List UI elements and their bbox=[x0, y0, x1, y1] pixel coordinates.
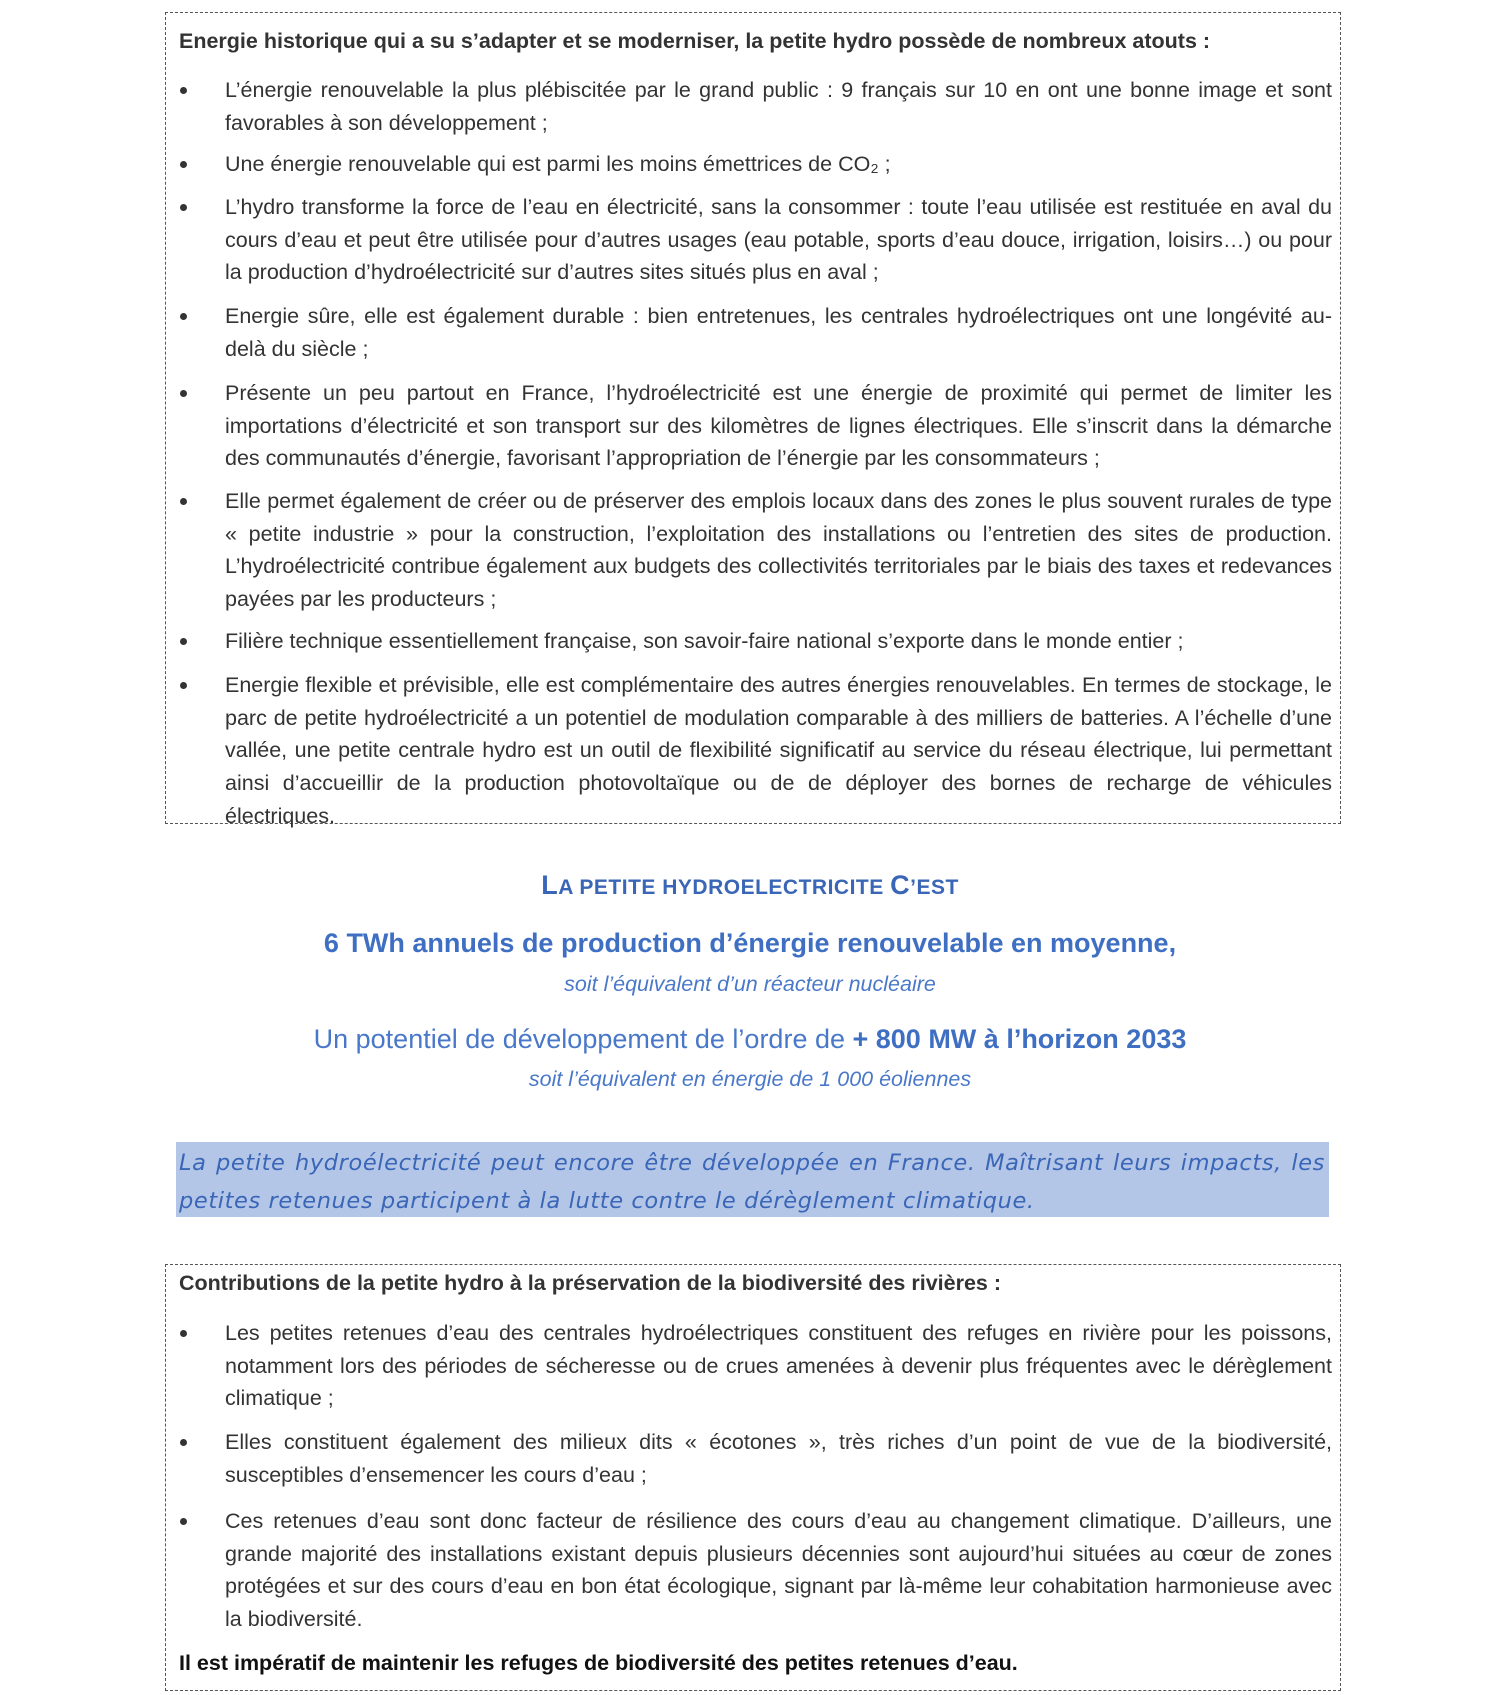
potential-equivalent: soit l’équivalent en énergie de 1 000 éoliennes bbox=[528, 1067, 972, 1091]
list-item: L’énergie renouvelable la plus plébiscitée par le grand public : 9 français sur 10 en ont une bonne image et sont favorables à son développement ; bbox=[225, 74, 1332, 139]
list-item: Présente un peu partout en France, l’hydroélectricité est une énergie de proximité qui permet de limiter les importations d’électricité et son transport sur des kilomètres de lignes électriques. Elle s’inscrit dans la démarche des communautés d’énergie, favorisant l’appropriation de l’énergie par les consommateurs ; bbox=[225, 377, 1332, 475]
atouts-box bbox=[165, 12, 1341, 828]
section-title: LA PETITE HYDROELECTRICITE C’EST bbox=[541, 870, 959, 900]
list-item: Les petites retenues d’eau des centrales hydroélectriques constituent des refuges en rivière pour les poissons, notamment lors des périodes de sécheresse ou de crues amenées à devenir plus fréquentes avec le dérèglement climatique ; bbox=[225, 1317, 1332, 1415]
list-item: Elles constituent également des milieux dits « écotones », très riches d’un point de vue de la biodiversité, susceptibles d’ensemencer les cours d’eau ; bbox=[225, 1426, 1332, 1491]
bullet-icon bbox=[180, 638, 187, 645]
atouts-heading: Energie historique qui a su s’adapter et se moderniser, la petite hydro possède de nombreux atouts : bbox=[179, 29, 1211, 53]
list-item: Filière technique essentiellement française, son savoir-faire national s’exporte dans le monde entier ; bbox=[225, 625, 1332, 658]
list-item: Elle permet également de créer ou de préserver des emplois locaux dans des zones le plus souvent rurales de type « petite industrie » pour la construction, l’exploitation des installations ou l’entretien des sites de production. L’hydroélectricité contribue également aux budgets des collectivités territoriales par le biais des taxes et redevances payées par les producteurs ; bbox=[225, 485, 1332, 616]
bullet-icon bbox=[180, 1330, 187, 1337]
biodiversite-heading: Contributions de la petite hydro à la préservation de la biodiversité des rivières : bbox=[179, 1271, 1002, 1295]
bullet-icon bbox=[180, 313, 187, 320]
biodiversite-box bbox=[165, 1264, 1341, 1691]
list-item: Une énergie renouvelable qui est parmi les moins émettrices de CO₂ ; bbox=[225, 148, 1332, 181]
bullet-icon bbox=[180, 204, 187, 211]
bullet-icon bbox=[180, 390, 187, 397]
production-figure: 6 TWh annuels de production d’énergie renouvelable en moyenne, bbox=[323, 928, 1177, 958]
production-equivalent: soit l’équivalent d’un réacteur nucléaire bbox=[564, 972, 936, 996]
bullet-icon bbox=[180, 87, 187, 94]
bullet-icon bbox=[180, 682, 187, 689]
bullet-icon bbox=[180, 498, 187, 505]
bullet-icon bbox=[180, 1518, 187, 1525]
bullet-icon bbox=[180, 161, 187, 168]
biodiversite-conclusion: Il est impératif de maintenir les refuges de biodiversité des petites retenues d’eau. bbox=[179, 1651, 1018, 1675]
list-item: L’hydro transforme la force de l’eau en électricité, sans la consommer : toute l’eau utilisée est restituée en aval du cours d’eau et peut être utilisée pour d’autres usages (eau potable, sports d’eau douce, irrigation, loisirs…) ou pour la production d’hydroélectricité sur d’autres sites situés plus en aval ; bbox=[225, 191, 1332, 289]
potential-figure: Un potentiel de développement de l’ordre de + 800 MW à l’horizon 2033 bbox=[313, 1024, 1187, 1054]
bullet-icon bbox=[180, 1439, 187, 1446]
list-item: Energie flexible et prévisible, elle est complémentaire des autres énergies renouvelables. En termes de stockage, le parc de petite hydroélectricité a un potentiel de modulation comparable à des milliers de batteries. A l’échelle d’une vallée, une petite centrale hydro est un outil de flexibilité significatif au service du réseau électrique, lui permettant ainsi d’accueillir de la production photovoltaïque ou de de déployer des bornes de recharge de véhicules électriques. bbox=[225, 669, 1332, 833]
list-item: Energie sûre, elle est également durable : bien entretenues, les centrales hydroélectriques ont une longévité au-delà du siècle ; bbox=[225, 300, 1332, 365]
highlight-text: La petite hydroélectricité peut encore être développée en France. Maîtrisant leurs impacts, les petites retenues participent à la lutte contre le dérèglement climatique. bbox=[179, 1150, 1325, 1214]
list-item: Ces retenues d’eau sont donc facteur de résilience des cours d’eau au changement climatique. D’ailleurs, une grande majorité des installations existant depuis plusieurs décennies sont aujourd’hui situées au cœur de zones protégées et sur des cours d’eau en bon état écologique, signant par là-même leur cohabitation harmonieuse avec la biodiversité. bbox=[225, 1505, 1332, 1636]
